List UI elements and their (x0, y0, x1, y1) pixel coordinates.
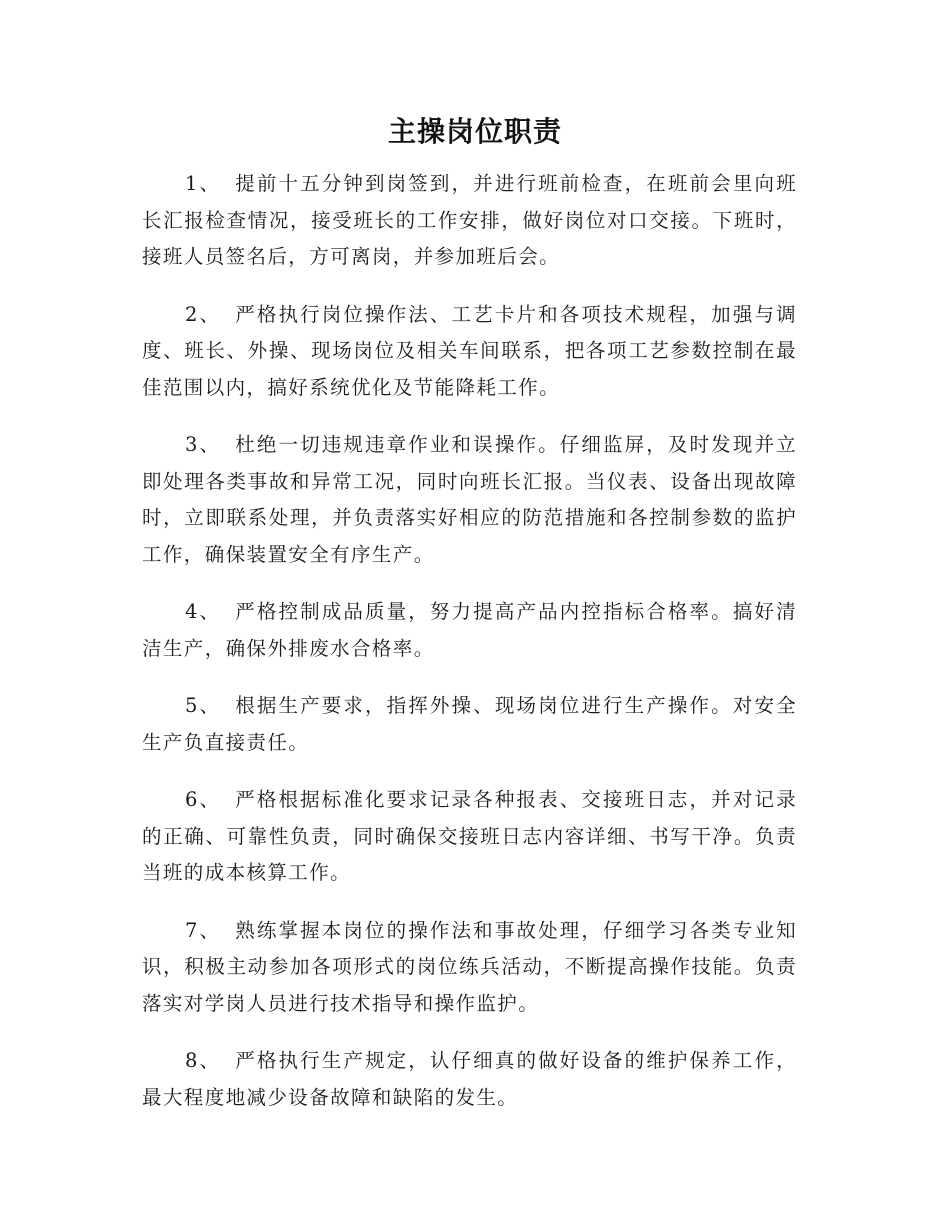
duty-item-2 (142, 297, 797, 407)
item-number: 7、 (185, 918, 222, 942)
duty-item-5 (142, 688, 797, 761)
duty-item-3 (142, 427, 797, 573)
item-text: 熟练掌握本岗位的操作法和事故处理，仔细学习各类专业知识，积极主动参加各项形式的岗位练兵活动，不断提高操作技能。负责落实对学岗人员进行技术指导和操作监护。 (142, 918, 797, 1015)
item-number: 2、 (185, 302, 222, 326)
duty-item-4 (142, 594, 797, 667)
duty-item-8 (142, 1043, 797, 1116)
item-number: 1、 (185, 172, 222, 195)
document-body (142, 166, 797, 1137)
duty-item-7 (142, 913, 797, 1023)
item-text: 严格执行生产规定，认仔细真的做好设备的维护保养工作，最大程度地减少设备故障和缺陷的发生。 (142, 1049, 797, 1109)
item-number: 8、 (185, 1049, 222, 1072)
item-number: 6、 (185, 788, 222, 811)
item-text: 严格执行岗位操作法、工艺卡片和各项技术规程，加强与调度、班长、外操、现场岗位及相关车间联系，把各项工艺参数控制在最佳范围以内，搞好系统优化及节能降耗工作。 (142, 302, 797, 399)
item-text: 严格根据标准化要求记录各种报表、交接班日志，并对记录的正确、可靠性负责，同时确保交接班日志内容详细、书写干净。负责当班的成本核算工作。 (142, 788, 797, 884)
duty-item-6 (142, 782, 797, 892)
item-number: 3、 (185, 433, 222, 456)
item-text: 根据生产要求，指挥外操、现场岗位进行生产操作。对安全生产负直接责任。 (142, 694, 797, 754)
item-text: 杜绝一切违规违章作业和误操作。仔细监屏，及时发现并立即处理各类事故和异常工况，同时向班长汇报。当仪表、设备出现故障时，立即联系处理，并负责落实好相应的防范措施和各控制参数的监护工作，确保装置安全有序生产。 (142, 433, 797, 566)
item-number: 5、 (185, 694, 222, 717)
document-title: 主操岗位职责 (387, 115, 562, 148)
item-text: 提前十五分钟到岗签到，并进行班前检查，在班前会里向班长汇报检查情况，接受班长的工作安排，做好岗位对口交接。下班时，接班人员签名后，方可离岗，并参加班后会。 (142, 172, 797, 268)
duty-item-1 (142, 166, 797, 276)
item-text: 严格控制成品质量，努力提高产品内控指标合格率。搞好清洁生产，确保外排废水合格率。 (142, 600, 797, 660)
item-number: 4、 (185, 600, 222, 623)
